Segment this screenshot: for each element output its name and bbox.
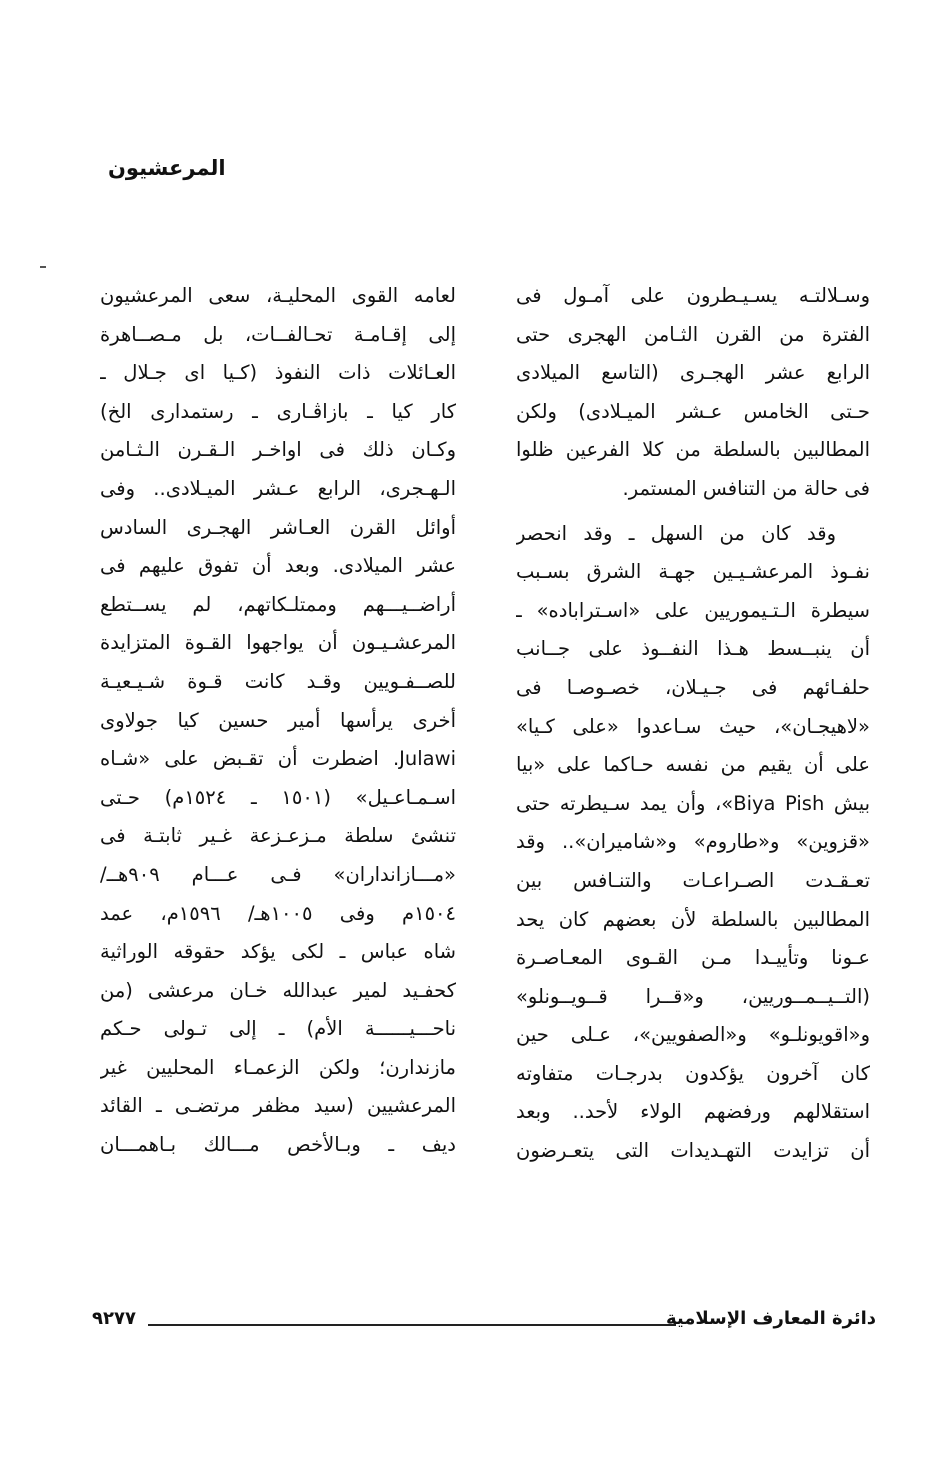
- right-column-line: تعـقـدت الصـراعـات والتنـافس بين: [516, 868, 870, 892]
- footer-rule: [148, 1324, 676, 1326]
- publication-title: دائرة المعارف الإسلامية: [665, 1308, 876, 1329]
- left-column-line: ١٥٠٤م وفى ١٠٠٥هـ/ ١٥٩٦م، عمد: [100, 901, 456, 925]
- right-column-line: على أن يقيم من نفسه حـاكما على «بيا: [516, 753, 870, 777]
- left-column-line: «مـــازانداران» فـى عـــام ٩٠٩هــ/: [100, 862, 456, 886]
- right-column-line: حـتى الخامس عـشر الميـلادى) ولكن: [516, 399, 870, 423]
- right-column-line: فى حالة من التنافس المستمر.: [622, 476, 870, 500]
- left-column-line: إلى إقـامـة تحـالفــات، بل مـصــاهرة: [100, 322, 456, 346]
- left-column-line: أراضــيـــهم وممتلـكاتهم، لم يســتطع: [100, 592, 456, 616]
- right-column-line: «لاهيجـان»، حيث سـاعدوا «على كـيا»: [516, 714, 870, 738]
- left-column-line: المرعشـيـون أن يواجهوا القـوة المتزايدة: [100, 631, 456, 655]
- right-column-line: عـونا وتأييـدا مـن القـوى المعـاصـرة: [516, 946, 870, 970]
- left-column-line: وكـان ذلك فى اواخـر الـقـرن الـثـامن: [100, 438, 456, 462]
- right-column-line: أن ينبــسط هـذا النفــوذ على جــانب: [516, 637, 870, 661]
- left-column-line: مازندارن؛ ولكن الزعمـاء المحليين غير: [100, 1055, 456, 1079]
- left-column-line: كار كيا ـ بازاڤـارى ـ رستمدارى الخ): [100, 399, 456, 423]
- right-column-line: أن تزايدت التهـديدات التى يتعـرضون: [516, 1139, 870, 1163]
- left-column-line: عشر الميلادى. وبعد أن تفوق عليهم فى: [100, 554, 456, 578]
- right-column-line: بيش Biya Pish»، وأن يمد سـيطرته حتى: [516, 791, 870, 815]
- left-column-line: شاه عباس ـ لكى يؤكد حقوقه الوراثية: [100, 940, 456, 964]
- right-column-line: وقد كان من السهل ـ وقد انحصر: [516, 521, 836, 545]
- left-column-line: العـائلات ذات النفوذ (كـيا اى جـلال ـ: [100, 361, 456, 385]
- left-column-line: المرعشيين (سيد مظفر مرتضـى ـ القائد: [100, 1094, 456, 1118]
- right-column: [516, 277, 870, 1171]
- right-column-line: (التــيــمــوريين، و«قــرا قــويــونلو»: [516, 984, 870, 1008]
- page-footer: [92, 1308, 876, 1338]
- right-column-line: استقلالهم ورفضهم الولاء لأحد.. وبعد: [516, 1100, 870, 1124]
- right-column-line: الفترة من القرن الثـامن الهجرى حتى: [516, 322, 870, 346]
- left-column-line: أخرى يرأسها أمير حسين كيا جولاوى: [100, 708, 456, 732]
- left-column-line: أوائل القرن العـاشر الهجـرى السادس: [100, 515, 456, 539]
- right-column-line: الرابع عشر الهجـرى (التاسع الميلادى: [516, 361, 870, 385]
- left-column-line: للصــفـويين وقـد كانت قـوة شـيـعيـة: [100, 669, 456, 693]
- left-column-line: كحفـيد لمير عبدالله خـان مرعشى (من: [100, 978, 456, 1002]
- right-column-line: المطالبين بالسلطة من كلا الفرعين ظلوا: [516, 438, 870, 462]
- right-column-line: «قزوين» و«طاروم» و«شاميران».. وقد: [516, 830, 870, 854]
- left-column-line: الـهـجرى، الرابع عـشر الميـلادى.. وفى: [100, 476, 456, 500]
- right-column-line: كان آخرون يؤكدون بدرجـات متفاوته: [516, 1061, 870, 1085]
- left-column-line: تنشئ سلطة مـزعـزعة غـير ثابتـة فى: [100, 824, 456, 848]
- right-column-line: المطالبين بالسلطة لأن بعضهم كان يحد: [516, 907, 870, 931]
- right-column-line: سيطرة الـتـيموريين على «اسـترابادە» ـ: [516, 598, 870, 622]
- right-column-line: نفـوذ المرعشـيـين جهـة الشرق بسـبب: [516, 560, 870, 584]
- right-column-line: و«اقويونلـو» و«الصفويين»، عـلى حين: [516, 1023, 870, 1047]
- left-column-line: ديف ـ وبـالأخص مـــالك بـاهمـــان: [100, 1133, 456, 1157]
- scan-speck: [40, 266, 46, 268]
- left-column-line: Julawi. اضطرت أن تقـبض على «شـاه: [100, 747, 456, 771]
- left-column-line: ناحـــيــــــة الأم) ـ إلى تـولى حـكم: [100, 1017, 456, 1041]
- left-column-line: لعامه القوى المحليـة، سعى المرعشيون: [100, 284, 456, 307]
- right-column-line: وسـلالتـه يسـيـطرون على آمـول فى: [516, 284, 870, 307]
- left-column-line: اسـمـاعـيل» (١٥٠١ ـ ١٥٢٤م) حـتى: [100, 785, 456, 809]
- left-column: [100, 277, 456, 1165]
- running-head: المرعشيون: [108, 156, 226, 180]
- page-number: ٩٢٧٧: [92, 1308, 136, 1329]
- right-column-line: حلفـائهم فى جـيـلان، خصـوصـا فى: [516, 675, 870, 699]
